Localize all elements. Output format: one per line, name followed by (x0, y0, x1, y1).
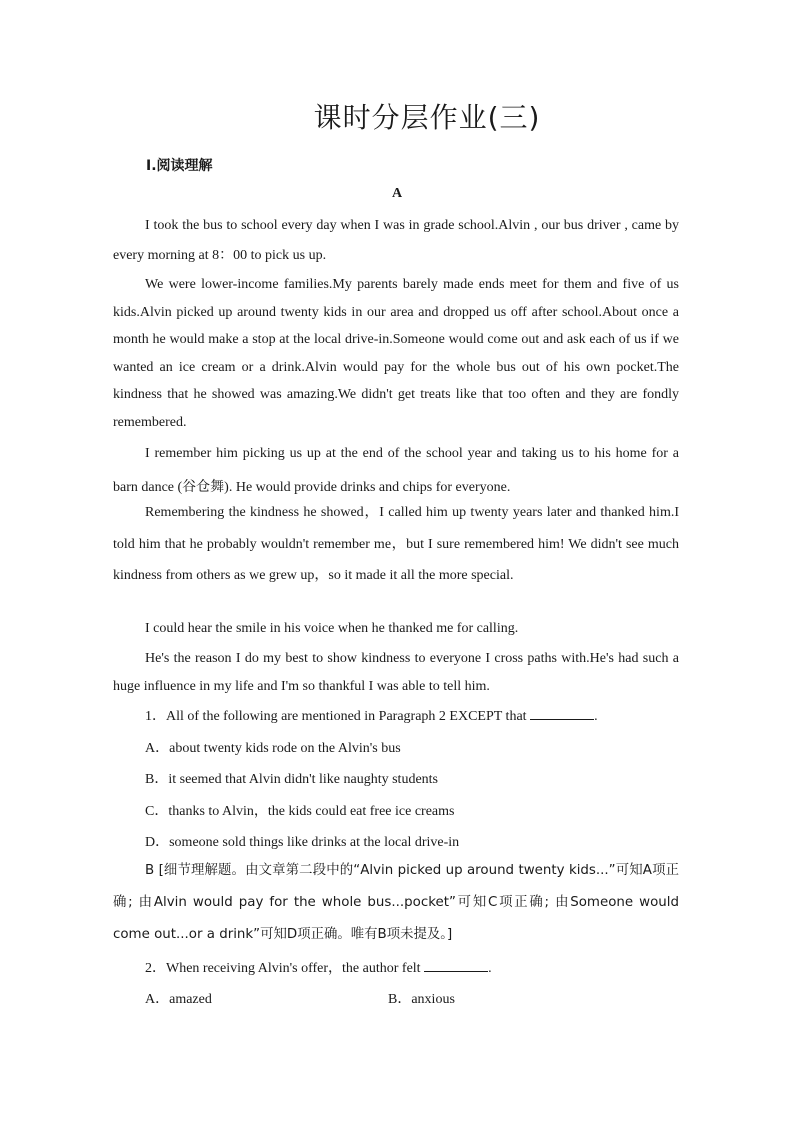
section-heading: Ⅰ.阅读理解 (146, 158, 213, 174)
question-1-option-a: A．about twenty kids rode on the Alvin's bus (145, 740, 401, 756)
question-2-option-b: B．anxious (388, 992, 455, 1007)
answer-blank (530, 707, 594, 720)
passage-body-p1 (113, 211, 679, 271)
question-1-analysis-block (113, 855, 679, 951)
question-1-stem-text: 1．All of the following are mentioned in Paragraph 2 EXCEPT that (145, 709, 527, 724)
passage-body-p2 (113, 271, 679, 437)
paragraph-4: Remembering the kindness he showed，I called him up twenty years later and thanked him.I told him that he probably wouldn't remember me，but I sure remembered him! We didn't see much kindness from others as we grew up，so it made it all the more special. (113, 505, 679, 583)
paragraph-5: I could hear the smile in his voice when he thanked me for calling. (145, 621, 519, 636)
passage-body-p4 (113, 497, 679, 592)
question-1-option-b: B．it seemed that Alvin didn't like naughty students (145, 772, 438, 787)
question-1-option-d: D．someone sold things like drinks at the local drive-in (145, 835, 460, 850)
paragraph-3: I remember him picking us up at the end of the school year and taking us to his home for a barn dance (谷仓舞). He would provide drinks and chips for everyone. (113, 446, 679, 495)
passage-body-p6 (113, 645, 679, 700)
question-2-stem-end: . (488, 961, 492, 976)
paragraph-1: I took the bus to school every day when I was in grade school.Alvin , our bus driver , came by every morning at 8：00 to pick us up. (113, 218, 679, 263)
paragraph-2: We were lower-income families.My parents barely made ends meet for them and five of us kids.Alvin picked up around twenty kids in our area and dropped us off after school.About once a month he would make a stop at the local drive-in.Someone would come out and ask each of us if we wanted an ice cream or a drink.Alvin would pay for the whole bus out of his own pocket.The kindness that he showed was amazing.We didn't get treats like that too often and they are fondly remembered. (113, 277, 679, 430)
question-2-options (113, 984, 679, 1015)
passage-label: A (391, 186, 403, 201)
question-1-analysis: B [细节理解题。由文章第二段中的“Alvin picked up around twenty kids...”可知A项正确; 由Alvin would pay for the whole bus...pocket”可知C项正确; 由Someone would come out...or a drink”可知D项正确。唯有B项未提及。] (113, 863, 679, 942)
question-1-option-c: C．thanks to Alvin，the kids could eat free ice creams (145, 803, 455, 819)
question-2 (113, 953, 679, 1015)
page-title: 课时分层作业(三) (313, 101, 541, 134)
question-1-stem-end: . (594, 709, 598, 724)
answer-blank (424, 959, 488, 972)
passage-body-p5 (113, 617, 679, 641)
question-1 (113, 701, 679, 859)
question-2-stem-text: 2．When receiving Alvin's offer，the author felt (145, 961, 421, 976)
passage-body-p3 (113, 437, 679, 505)
question-2-option-a: A．amazed (145, 992, 212, 1007)
question-1-stem (113, 701, 679, 733)
question-2-stem (113, 953, 679, 984)
paragraph-6: He's the reason I do my best to show kindness to everyone I cross paths with.He's had such a huge influence in my life and I'm so thankful I was able to tell him. (113, 651, 679, 694)
